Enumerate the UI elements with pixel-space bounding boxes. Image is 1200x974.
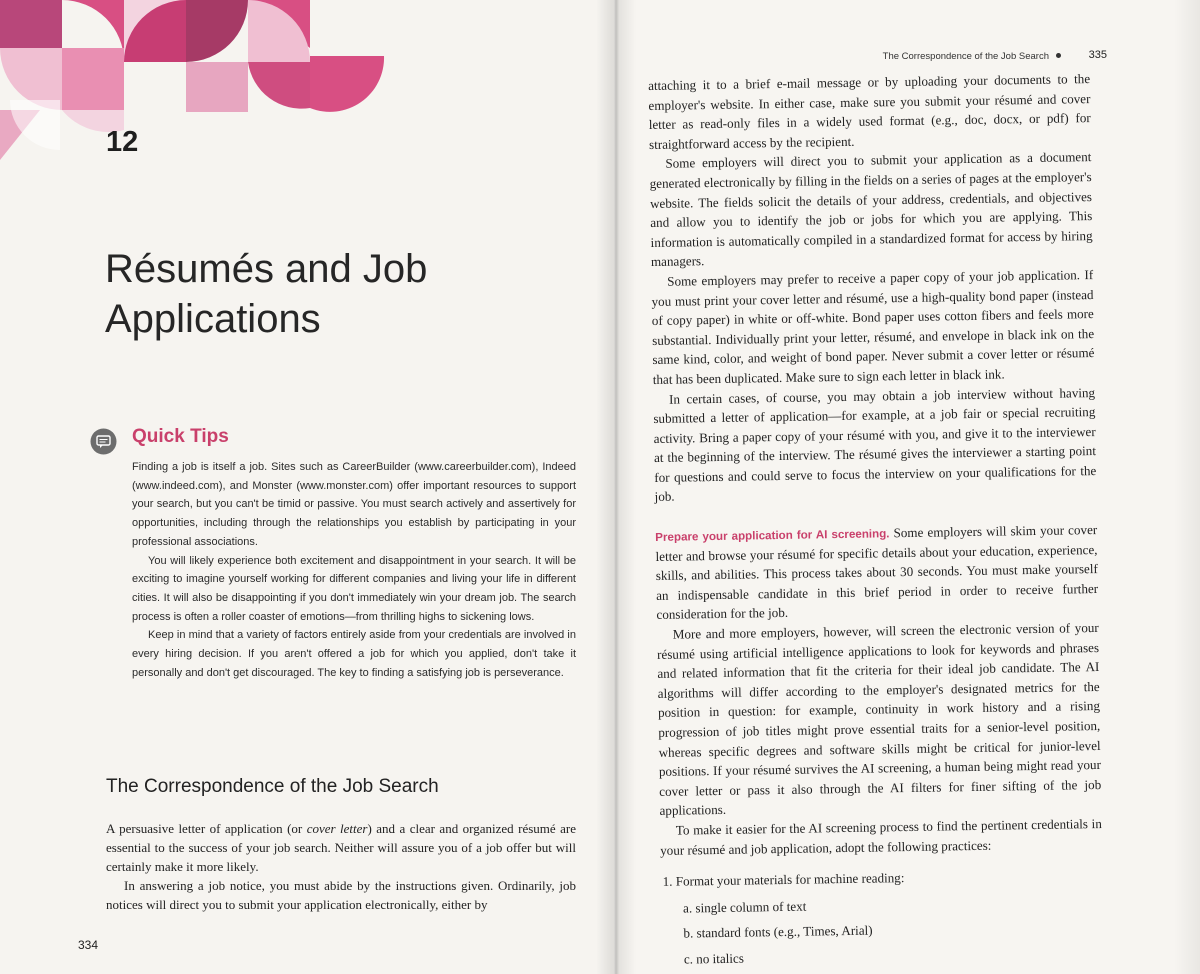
ai-screening-paragraph [655,520,1098,625]
page-edge-shadow [1174,0,1200,974]
body-paragraph: Some employers may prefer to receive a paper copy of your job application. If you must print your cover letter and résumé, use a high-quality bond paper (instead of copy paper) in white or off-white. Bond paper uses cotton fibers and feels more substantial. Individually print your letter, résumé, and envelope in black ink on the same kind, color, and weight of bond paper. Never submit a cover letter or résumé that has been duplicated. Make sure to sign each letter in black ink. [651,266,1095,387]
practices-list [661,865,1104,969]
chapter-number: 12 [106,126,139,158]
right-page [612,0,1200,974]
ai-screening-label: Prepare your application for AI screening. [655,527,890,545]
list-subitem: b. standard fonts (e.g., Times, Arial) [683,922,873,941]
chapter-title: Résumés and Job Applications [105,247,428,341]
body-paragraph: More and more employers, however, will screen the electronic version of your résumé using artificial intelligence applications to look for keywords and phrases and related information that fit the criteria for their ideal job candidate. The AI algorithms will differ according to the employer's designated metrics for the position in question: for example, continuity in work history and a rising progression of job titles might prove essential traits for a senior-level position, whereas specific degrees and software skills might be critical for junior-level positions. If your résumé survives the AI screening, a human being might read your cover letter or pass it also through the AI filters for finer sifting of the job applications. [656,620,1102,819]
body-text: Some employers will skim your cover letter and browse your résumé for specific details about your education, experience, skills, and abilities. This process takes about 30 seconds. You must make yourself an indispensable candidate in this brief period in order to receive further consideration for the job. [655,522,1099,623]
quick-tips-paragraph: You will likely experience both excitement and disappointment in your search. It will be exciting to imagine yourself working for different companies and living your life in different cities. It will also be disappointing if you don't immediately win your dream job. The search process is often a roller coaster of emotions—from thrilling highs to sickening lows. [132,554,576,623]
body-paragraph: In answering a job notice, you must abide by the instructions given. Ordinarily, job notices will direct you to submit your application electronically, either by [106,878,576,912]
quick-tips-paragraph: Finding a job is itself a job. Sites such as CareerBuilder (www.careerbuilder.com), Indeed (www.indeed.com), and Monster (www.monster.com) offer important resources to support your search, but you can't be timid or passive. You must search actively and assertively for opportunities, including through the relationships you establish by participating in your professional associations. [132,461,576,548]
right-body-text [648,69,1104,974]
bullet-icon [1056,53,1061,58]
quick-tips-chat-icon [90,428,117,455]
list-subitem: c. no italics [683,950,744,967]
page-number-left: 334 [78,938,99,952]
body-paragraph [106,819,576,876]
body-paragraph: In certain cases, of course, you may obtain a job interview without having submitted a letter of application—for example, at a job fair or special recruiting activity. Bring a paper copy of your résumé with you, and give it to the interviewer at the beginning of the interview. The résumé gives the interviewer a starting point for questions and could serve to focus the interview on your qualifications for the job. [653,384,1097,505]
body-text: ) and a clear and organized résumé are essential to the success of your job search. Neither will assure you of a job offer but will certainly make it more likely. [106,821,576,874]
section-heading: The Correspondence of the Job Search [106,776,439,797]
chapter-decoration-graphic [0,0,390,170]
list-item: 1. Format your materials for machine reading: [662,870,905,890]
cover-letter-term: cover letter [306,821,368,836]
quick-tips-body [132,458,576,682]
list-subitem: a. single column of text [682,898,807,916]
page-number-right: 335 [1088,49,1107,61]
quick-tips-paragraph: Keep in mind that a variety of factors entirely aside from your credentials are involved in every hiring decision. If you aren't offered a job for which you applied, don't take it personally and don't get discouraged. The key to finding a satisfying job is perseverance. [132,629,576,679]
body-paragraph: To make it easier for the AI screening process to find the pertinent credentials in your résumé and job application, adopt the following practices: [660,815,1102,858]
running-head [883,51,1070,62]
body-paragraph: Some employers will direct you to submit your application as a document generated electronically by filling in the fields on a series of pages at the employer's website. The fields solicit the details of your address, credentials, and objectives and allow you to identify the job or jobs for which you are applying. This information is automatically compiled in a standardized format for access by hiring managers. [649,149,1093,270]
body-text: A persuasive letter of application (or [106,821,307,836]
left-body-text [106,819,576,914]
running-head-text: The Correspondence of the Job Search [882,51,1049,62]
running-head-area [612,0,1200,80]
quick-tips-heading: Quick Tips [132,426,229,447]
body-paragraph: attaching it to a brief e-mail message or by uploading your documents to the employer's website. In either case, make sure you submit your résumé and cover letter as read-only files in a widely used format (e.g., doc, docx, or pdf) for straightforward access by the recipient. [648,71,1091,152]
